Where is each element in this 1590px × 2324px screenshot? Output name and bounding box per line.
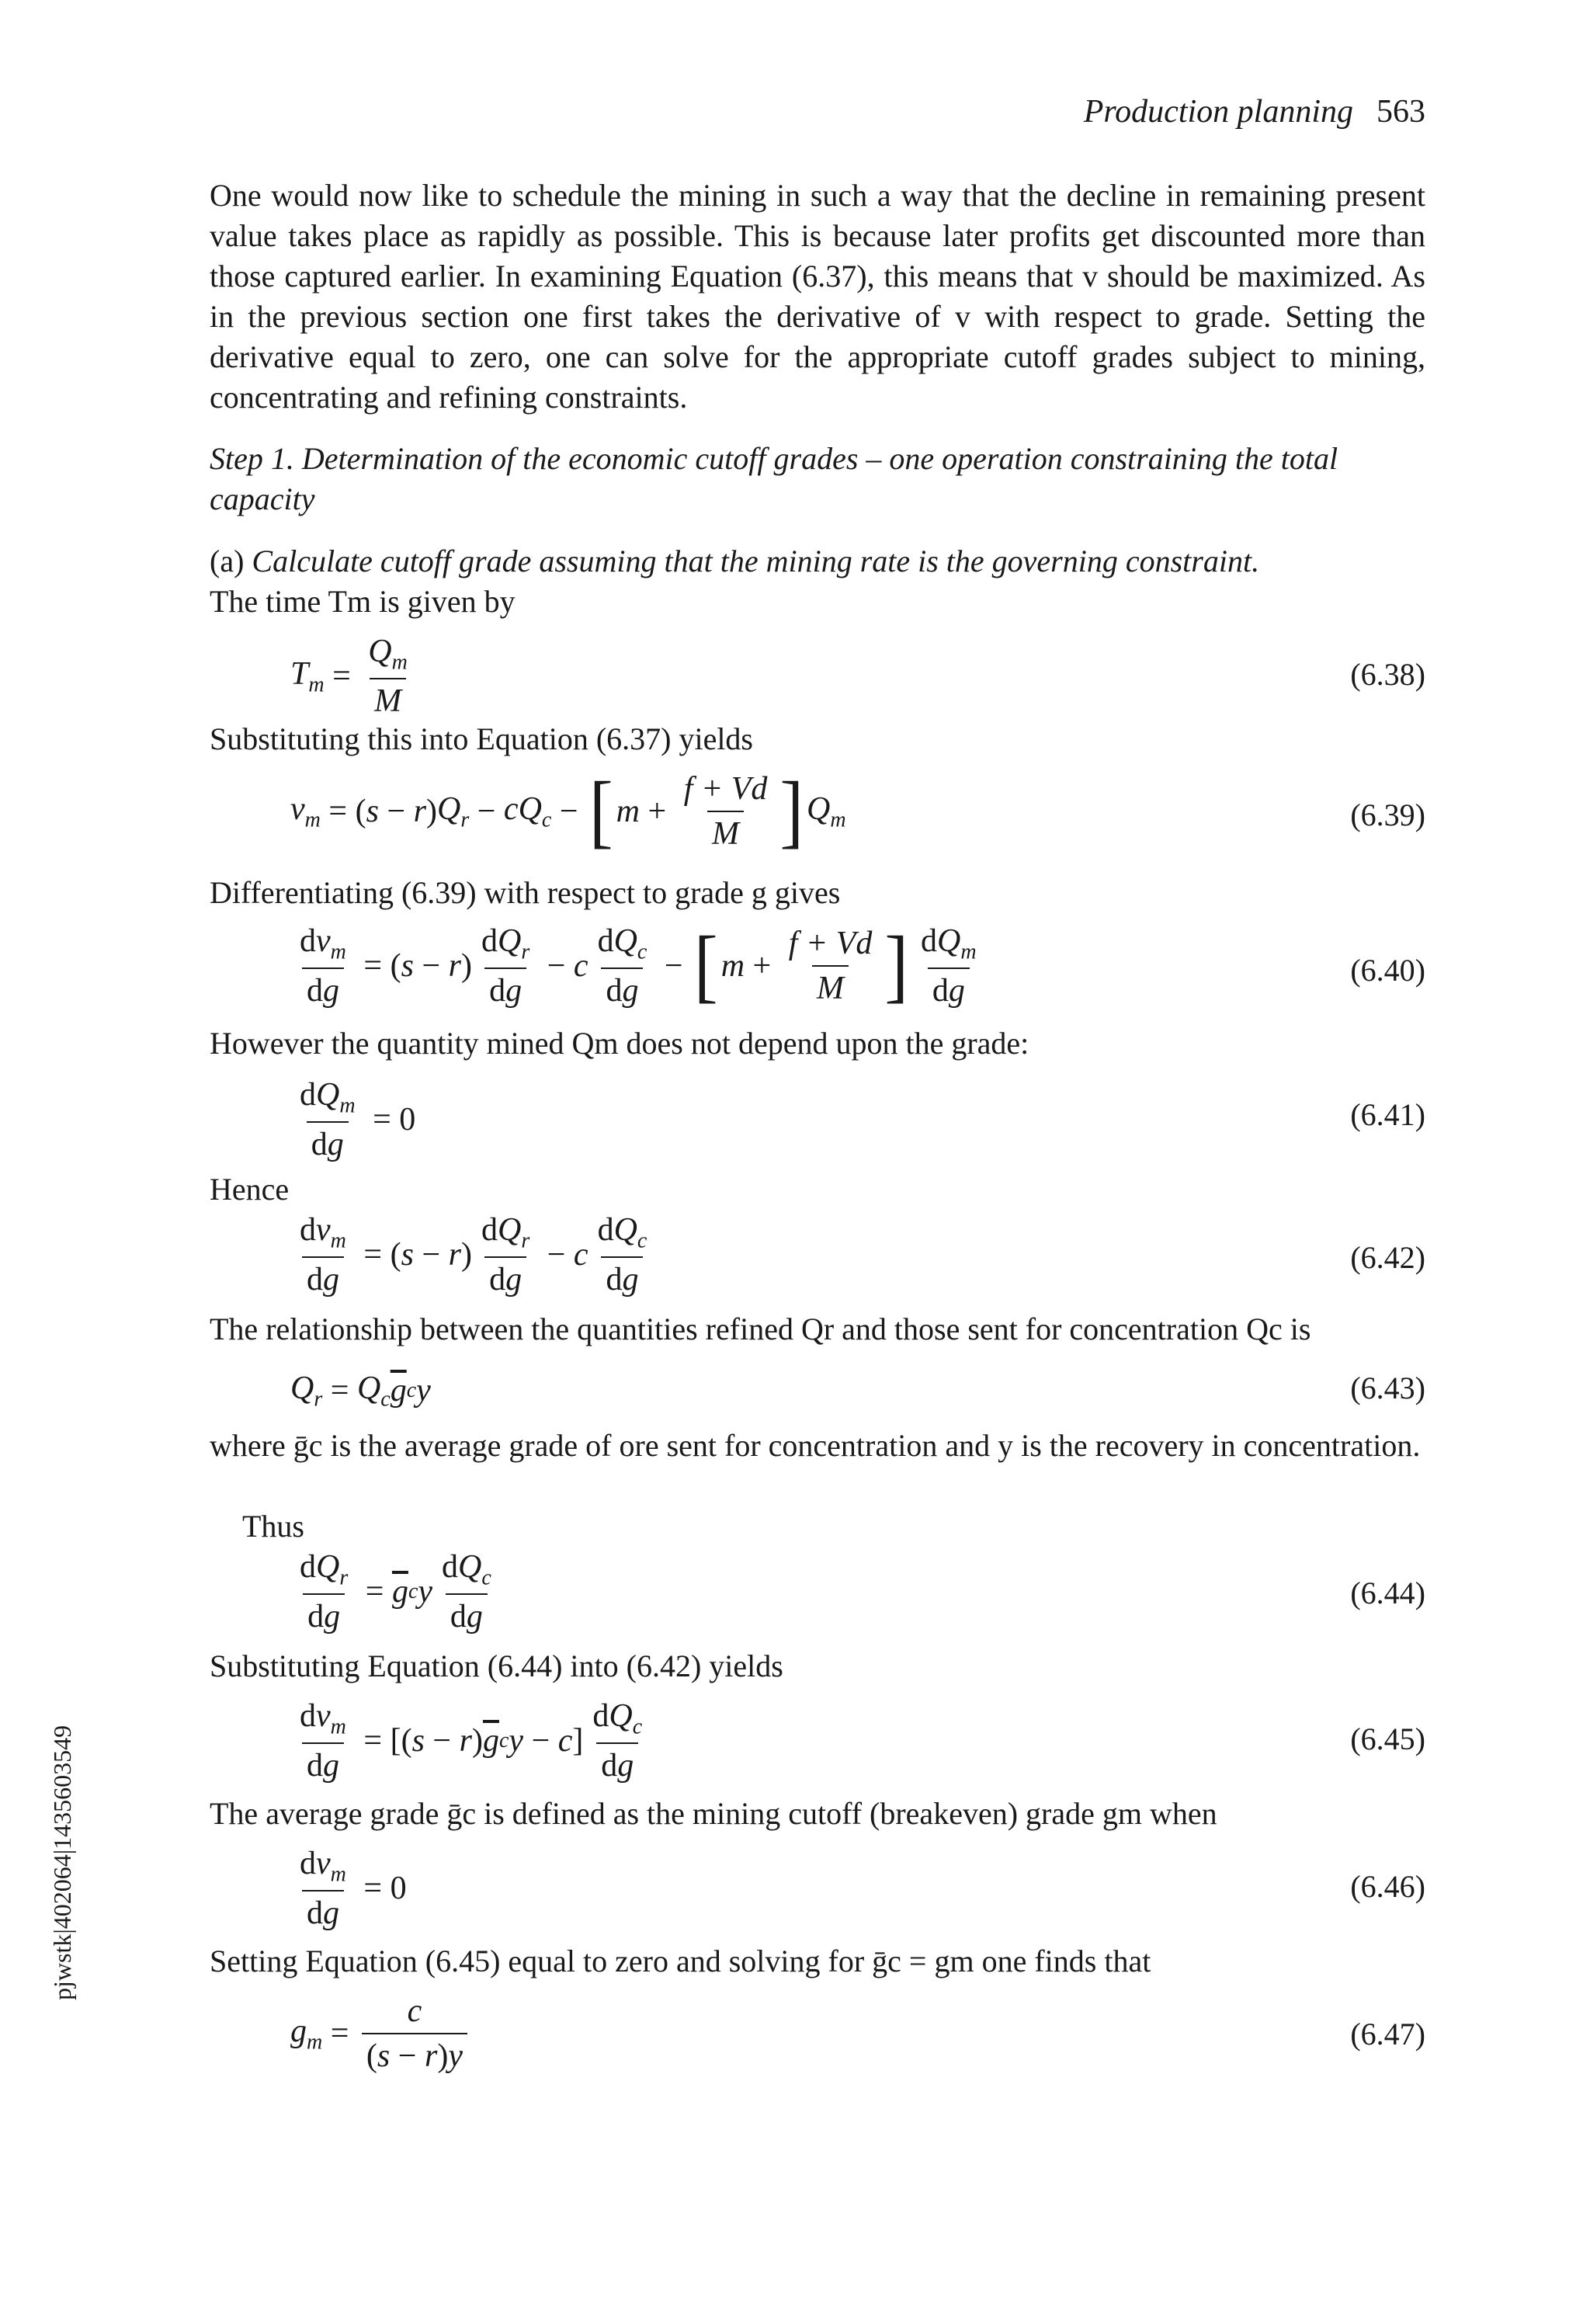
text-hence: Hence — [210, 1172, 290, 1207]
time-line: The time Tm is given by — [210, 584, 516, 619]
text-average: The average grade ḡc is defined as the mining cutoff (breakeven) grade gm when — [210, 1796, 1217, 1831]
side-identifier: pjwstk|402064|1435603549 — [48, 1725, 76, 2000]
equation-6-46: $\frac{dv_m}{dg}$ = 0 — [300, 1846, 407, 1932]
equation-6-39: $v_m$ = ( s − r ) $Q_r$ − $cQ_c$ − [ m + $\frac{f + Vd}{M}$ ] $Q_m$ — [290, 765, 846, 856]
eqnum-6-38: (6.38) — [1350, 657, 1425, 692]
sub-a-text: Calculate cutoff grade assuming that the mining rate is the governing constraint. — [252, 544, 1260, 578]
text-however: However the quantity mined Qm does not depend upon the grade: — [210, 1026, 1029, 1061]
equation-6-45: $\frac{dv_m}{dg}$ = [( s − r ) $\overline{g}$ c y − c ] $\frac{dQ_c}{dg}$ — [300, 1698, 643, 1784]
equation-6-44: $\frac{dQ_r}{dg}$ = $\overline{g}$ c y $\frac{dQ_c}{dg}$ — [300, 1549, 491, 1635]
equation-6-41: $\frac{dQ_m}{dg}$ = 0 — [300, 1077, 416, 1163]
text-relationship: The relationship between the quantities refined Qr and those sent for concentration Qc is — [210, 1311, 1311, 1346]
running-head — [1084, 93, 1425, 130]
intro-paragraph: One would now like to schedule the mining in such a way that the decline in remaining present value takes place as rapidly as possible. This is because later profits get discounted more than those captured earlier. In examining Equation (6.37), this means that v should be maximized. As in the previous section one first takes the derivative of v with respect to grade. Setting the derivative equal to zero, one can solve for the appropriate cutoff grades subject to mining, concentrating and refining constraints. — [210, 178, 1425, 415]
equation-6-47: $g_m$ = $\frac{c}{(s - r)y}$ — [290, 1992, 472, 2075]
equation-6-42: $\frac{dv_m}{dg}$ = ( s − r ) $\frac{dQ_r}{dg}$ − c $\frac{dQ_c}{dg}$ — [300, 1212, 647, 1298]
eqnum-6-45: (6.45) — [1350, 1721, 1425, 1756]
sub-a-prefix: (a) — [210, 544, 245, 578]
text-thus: Thus — [242, 1509, 304, 1544]
sub-a-heading — [210, 541, 1425, 582]
equation-6-43: $Q_r$ = $Q_c$ $\overline{g}$ c y — [290, 1370, 431, 1412]
eqnum-6-40: (6.40) — [1350, 953, 1425, 988]
eqnum-6-46: (6.46) — [1350, 1869, 1425, 1904]
page-number: 563 — [1376, 94, 1425, 130]
text-substituting-2: Substituting Equation (6.44) into (6.42) yields — [210, 1648, 783, 1683]
running-title: Production planning — [1083, 94, 1353, 130]
equation-6-38: $T_m$ = $\frac{Q_m}{M}$ — [290, 634, 408, 720]
text-setting: Setting Equation (6.45) equal to zero and solving for ḡc = gm one finds that — [210, 1944, 1151, 1978]
eqnum-6-43: (6.43) — [1350, 1370, 1425, 1405]
eqnum-6-44: (6.44) — [1350, 1575, 1425, 1610]
step-heading: Step 1. Determination of the economic cutoff grades – one operation constraining the total capacity — [210, 441, 1338, 516]
text-where: where ḡc is the average grade of ore sent for concentration and y is the recovery in concentration. — [210, 1428, 1421, 1463]
text-substituting-1: Substituting this into Equation (6.37) yields — [210, 721, 753, 756]
eqnum-6-42: (6.42) — [1350, 1240, 1425, 1275]
text-differentiating: Differentiating (6.39) with respect to grade g gives — [210, 875, 841, 910]
eqnum-6-47: (6.47) — [1350, 2017, 1425, 2051]
equation-6-40: $\frac{dv_m}{dg}$ = ( s − r ) $\frac{dQ_r}{dg}$ − c $\frac{dQ_c}{dg}$ − [ m + $\frac{f + Vd}{M}$ ] $\frac{dQ_m}{dg}$ — [300, 919, 977, 1011]
eqnum-6-39: (6.39) — [1350, 797, 1425, 832]
eqnum-6-41: (6.41) — [1350, 1097, 1425, 1132]
